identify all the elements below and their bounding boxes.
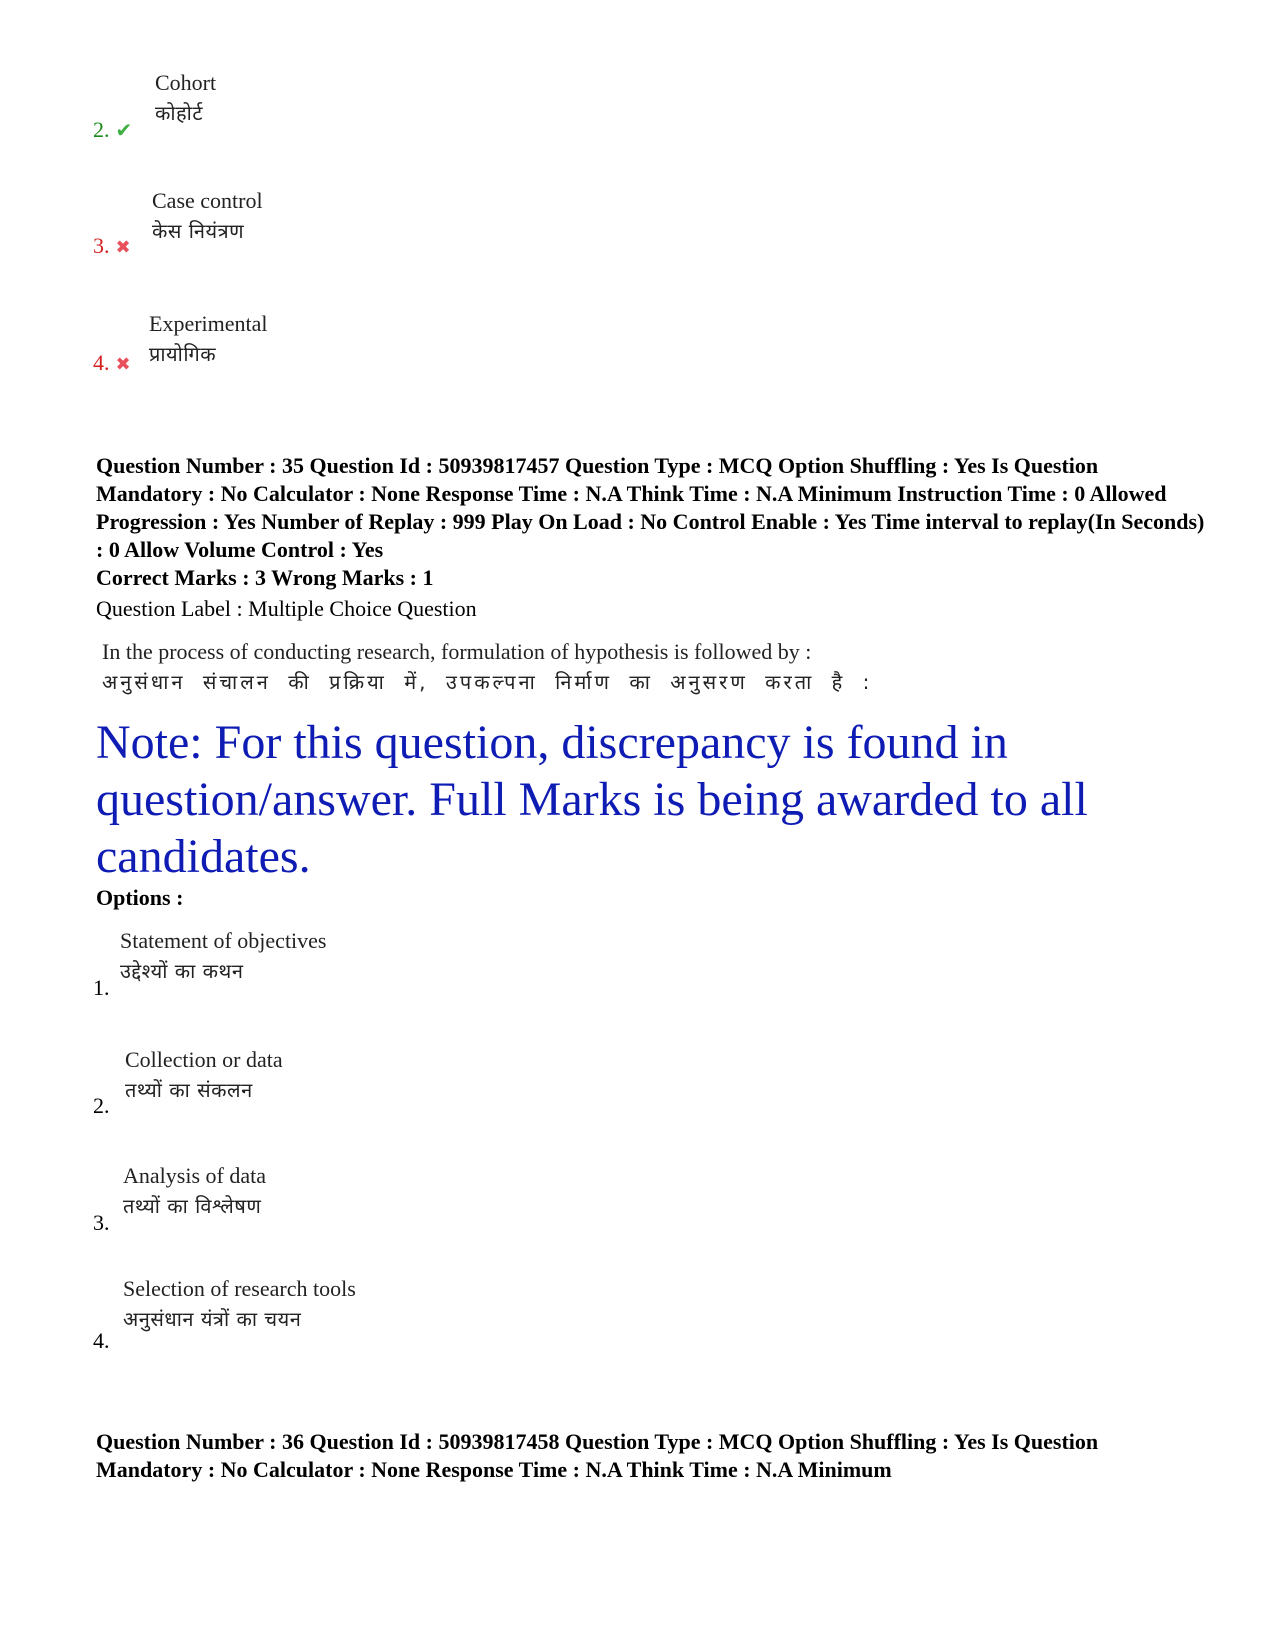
option-2-image bbox=[125, 1045, 283, 1105]
question-35-meta: Question Number : 35 Question Id : 50939817457 Question Type : MCQ Option Shuffling : Yes Is Question Mandatory : No Calculator : None Response Time : N.A Think Time : N.A Minimum Instruction Time : 0 Allowed Progression : Yes Number of Replay : 999 Play On Load : No Control Enable : Yes Time interval to replay(In Seconds) : 0 Allow Volume Control : Yes bbox=[96, 453, 1205, 562]
option-4-image bbox=[123, 1274, 356, 1334]
prev-option-2-number: 2. bbox=[93, 117, 110, 142]
question-35-text-en: In the process of conducting research, formulation of hypothesis is followed by : bbox=[102, 639, 812, 664]
option-4-en: Selection of research tools bbox=[123, 1276, 356, 1301]
question-36-meta: Question Number : 36 Question Id : 50939817458 Question Type : MCQ Option Shuffling : Yes Is Question Mandatory : No Calculator : None Response Time : N.A Think Time : N.A Minimum bbox=[96, 1429, 1099, 1482]
question-35-label: Question Label : Multiple Choice Question bbox=[96, 596, 477, 621]
option-4-number: 4. bbox=[93, 1328, 110, 1353]
option-3-number: 3. bbox=[93, 1210, 110, 1235]
option-3-image bbox=[123, 1161, 266, 1221]
option-1-hi: उद्देश्यों का कथन bbox=[120, 959, 244, 983]
prev-option-2-hi: कोहोर्ट bbox=[155, 101, 203, 125]
prev-option-4-hi: प्रायोगिक bbox=[149, 342, 217, 366]
prev-option-2-en: Cohort bbox=[155, 70, 217, 95]
option-2-number: 2. bbox=[93, 1093, 110, 1118]
options-label: Options : bbox=[96, 885, 184, 910]
question-35-text-image bbox=[102, 636, 872, 698]
prev-option-3-en: Case control bbox=[152, 188, 263, 213]
prev-option-4 bbox=[93, 350, 131, 376]
prev-option-4-image bbox=[149, 309, 268, 369]
prev-option-3-hi: केस नियंत्रण bbox=[152, 219, 245, 243]
question-35-text-hi: अनुसंधान संचालन की प्रक्रिया में, उपकल्पना निर्माण का अनुसरण करता है : bbox=[102, 670, 873, 694]
prev-option-3-image bbox=[152, 186, 263, 246]
cross-icon: ✖ bbox=[115, 237, 131, 257]
option-1-number: 1. bbox=[93, 975, 110, 1000]
option-4-hi: अनुसंधान यंत्रों का चयन bbox=[123, 1307, 302, 1331]
prev-option-3 bbox=[93, 233, 131, 259]
option-2-en: Collection or data bbox=[125, 1047, 283, 1072]
prev-option-2-image bbox=[155, 68, 216, 128]
option-3-hi: तथ्यों का विश्लेषण bbox=[123, 1194, 262, 1218]
prev-option-4-number: 4. bbox=[93, 350, 110, 375]
option-3-en: Analysis of data bbox=[123, 1163, 266, 1188]
discrepancy-note: Note: For this question, discrepancy is found in question/answer. Full Marks is being awarded to all candidates. bbox=[96, 716, 1088, 883]
check-icon: ✔ bbox=[115, 120, 133, 142]
prev-option-3-number: 3. bbox=[93, 233, 110, 258]
cross-icon: ✖ bbox=[115, 354, 131, 374]
option-2-hi: तथ्यों का संकलन bbox=[125, 1078, 253, 1102]
prev-option-4-en: Experimental bbox=[149, 311, 268, 336]
option-1-image bbox=[120, 926, 327, 986]
question-35-marks: Correct Marks : 3 Wrong Marks : 1 bbox=[96, 565, 434, 590]
prev-option-2 bbox=[93, 117, 132, 143]
option-1-en: Statement of objectives bbox=[120, 928, 327, 953]
